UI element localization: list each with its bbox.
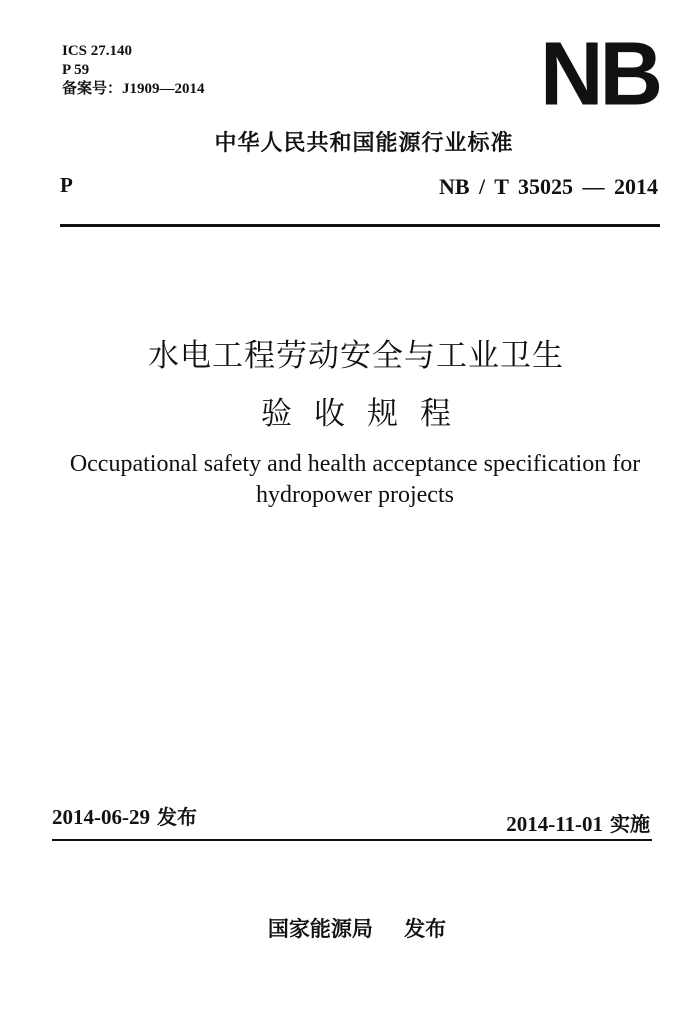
nb-logo: NB [540, 23, 660, 124]
implementation-date-label: 实施 [610, 812, 650, 836]
record-number: 备案号：J1909—2014 [62, 81, 205, 97]
issuer-label: 发布 [404, 917, 447, 941]
issuer-name: 国家能源局 [267, 917, 373, 941]
implementation-date-value: 2014-11-01 [506, 812, 604, 836]
ics-code: ICS 27.140 [62, 43, 133, 59]
issue-date [52, 801, 197, 830]
title-english [0, 449, 700, 511]
bottom-divider [52, 839, 652, 841]
classification-letter: P [60, 173, 73, 197]
top-divider [60, 224, 660, 227]
subtitle-chinese: 验收规程 [261, 396, 473, 432]
implementation-date [506, 808, 650, 837]
standard-category: 中华人民共和国能源行业标准 [214, 131, 514, 156]
title-english-line1: Occupational safety and health acceptance specification for [69, 451, 641, 477]
p-code: P 59 [62, 62, 90, 78]
standard-number: NB / T 35025 — 2014 [438, 174, 658, 199]
issue-date-value: 2014-06-29 [52, 805, 150, 829]
title-english-line2: hydropower projects [256, 482, 454, 508]
issue-date-label: 发布 [156, 805, 197, 829]
title-chinese: 水电工程劳动安全与工业卫生 [148, 338, 564, 374]
issuer [0, 913, 700, 943]
